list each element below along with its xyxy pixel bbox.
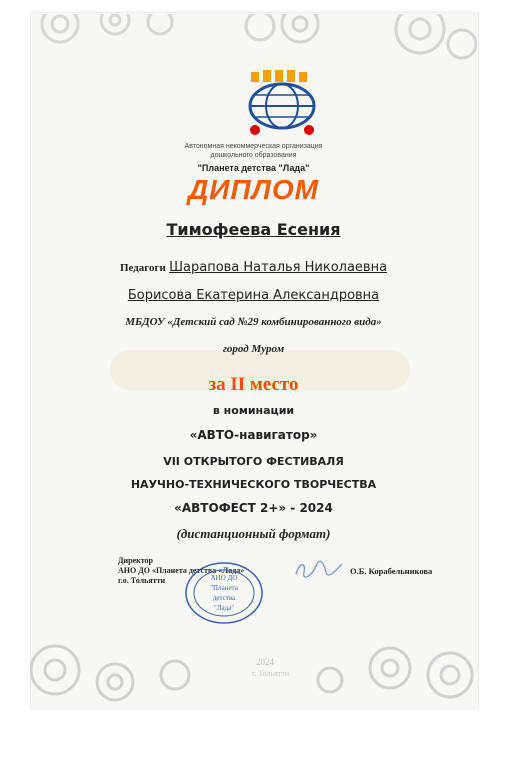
festival-line-1: VII ОТКРЫТОГО ФЕСТИВАЛЯ <box>163 455 344 468</box>
footer-year: 2024 <box>256 657 274 667</box>
teachers-row <box>30 259 477 275</box>
city: город Муром <box>222 343 285 355</box>
recipient-name: Тимофеева Есения <box>166 220 341 239</box>
planet-logo <box>237 70 327 140</box>
festival-line-2: НАУЧНО-ТЕХНИЧЕСКОГО ТВОРЧЕСТВА <box>130 478 377 491</box>
award-place: за II место <box>208 374 299 395</box>
stamp-line-4: "Лада" <box>213 604 235 612</box>
handwritten-signature <box>294 560 344 580</box>
footer-city: г. Тольятти <box>252 669 290 678</box>
nomination-label: в номинации <box>212 404 295 417</box>
signature-org: АНО ДО «Планета детства «Лада» <box>118 566 245 575</box>
stamp <box>183 560 265 626</box>
org-line-1: Автономная некоммерческая организация <box>184 143 323 150</box>
diploma-title: ДИПЛОМ <box>188 174 319 205</box>
teachers-label: Педагоги <box>119 262 166 274</box>
stamp-line-2: "Планета <box>210 584 238 592</box>
stamp-line-3: детства <box>212 594 236 602</box>
teacher-second: Борисова Екатерина Александровна <box>127 288 380 303</box>
gear-icon <box>30 620 477 707</box>
gear-icon <box>30 14 180 54</box>
teacher-first: Шарапова Наталья Николаевна <box>169 260 388 275</box>
format: (дистанционный формат) <box>176 526 331 541</box>
signature-role: Директор <box>118 556 153 565</box>
org-line-2: дошкольного образования <box>210 152 297 159</box>
org-name: "Планета детства "Лада" <box>197 163 310 173</box>
institution: МБДОУ «Детский сад №29 комбинированного вида» <box>125 316 382 328</box>
gear-icon <box>240 14 477 64</box>
signature-place: г.о. Тольятти <box>118 576 166 585</box>
stamp-line-1: АНО ДО <box>210 574 238 582</box>
festival-line-3: «АВТОФЕСТ 2+» - 2024 <box>174 501 333 515</box>
nomination: «АВТО-навигатор» <box>189 428 318 442</box>
signature-name: О.Б. Корабельникова <box>350 566 433 576</box>
